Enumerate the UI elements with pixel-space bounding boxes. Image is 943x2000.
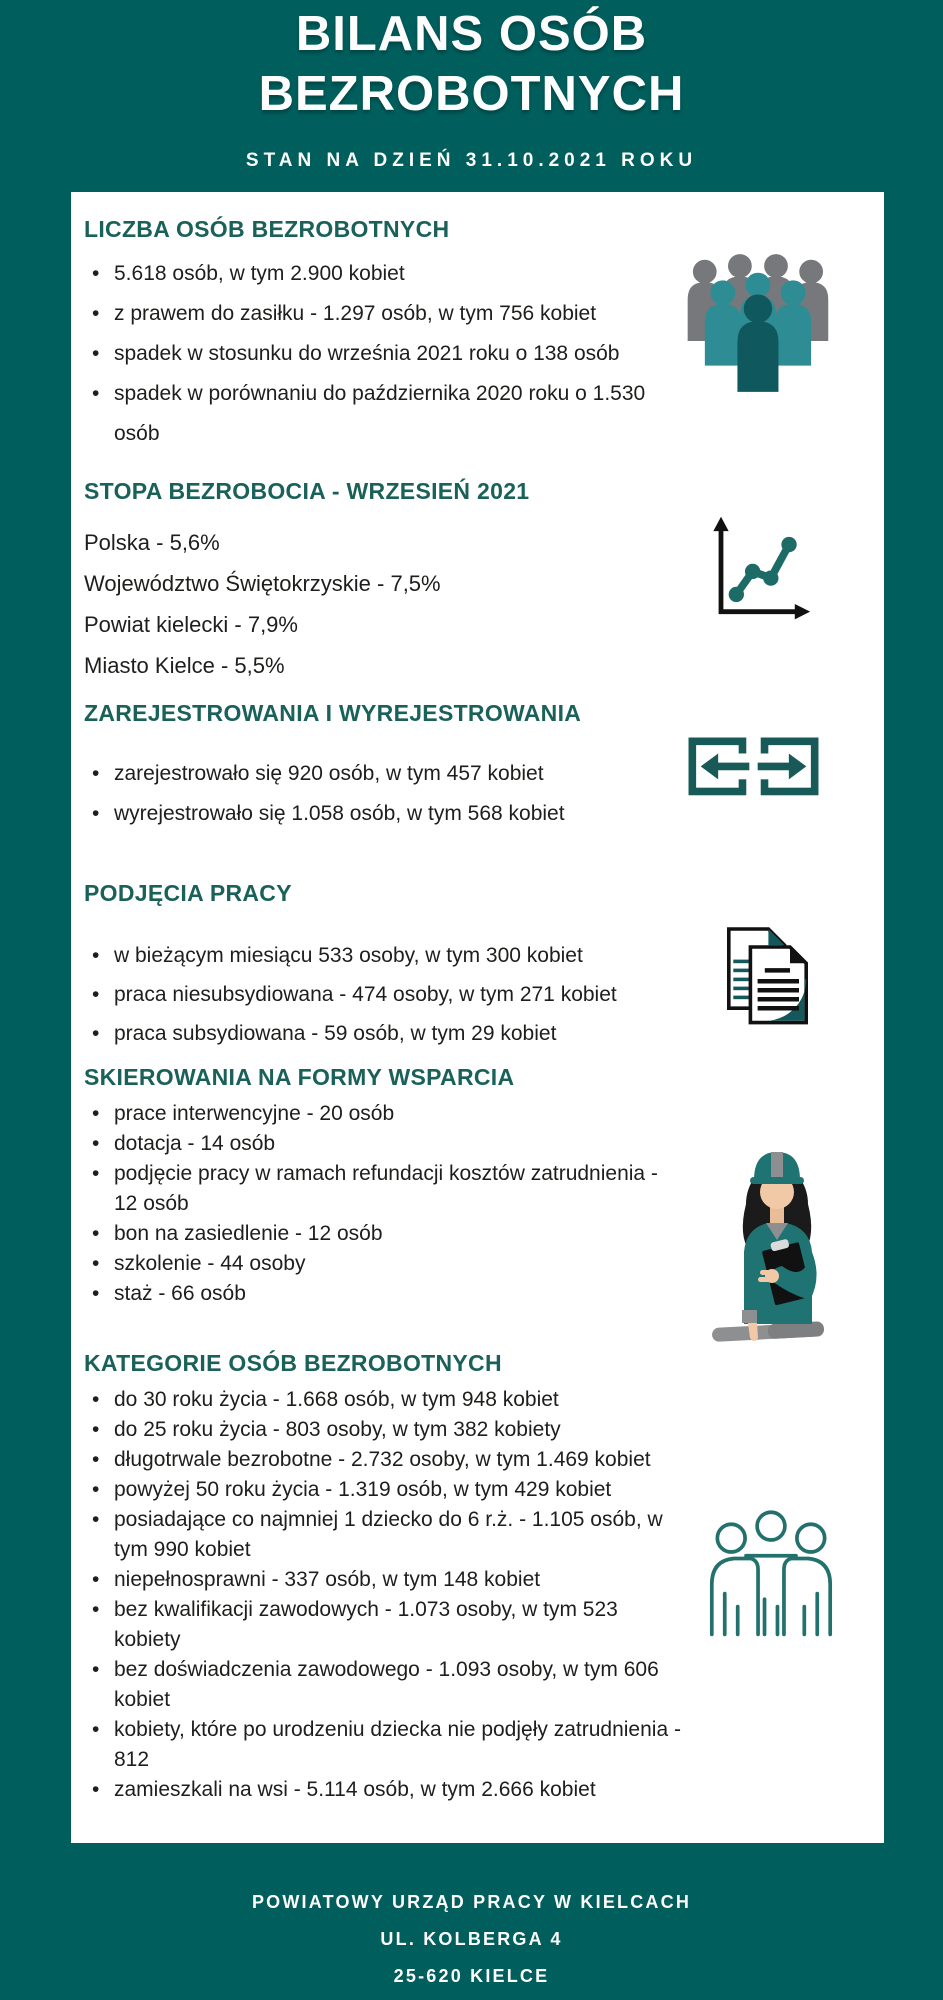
list-item: • bez kwalifikacji zawodowych - 1.073 osoby, w tym 523 kobiety — [84, 1595, 684, 1655]
in-out-arrows-icon — [687, 736, 820, 797]
section-list — [84, 1099, 684, 1309]
list-item: • powyżej 50 roku życia - 1.319 osób, w tym 429 kobiet — [84, 1475, 684, 1505]
list-item: • 5.618 osób, w tym 2.900 kobiet — [84, 254, 659, 294]
section-title: STOPA BEZROBOCIA - WRZESIEŃ 2021 — [84, 478, 530, 504]
section-list — [84, 936, 724, 1053]
footer-street: UL. KOLBERGA 4 — [380, 1929, 563, 1949]
list-item: • podjęcie pracy w ramach refundacji kosztów zatrudnienia - 12 osób — [84, 1159, 684, 1219]
section-zarejestrowania — [84, 698, 871, 834]
section-skierowania — [84, 1062, 871, 1309]
section-list — [84, 522, 704, 686]
section-title: PODJĘCIA PRACY — [84, 880, 292, 906]
list-item: • dotacja - 14 osób — [84, 1129, 684, 1159]
team-outline-icon — [697, 1503, 845, 1637]
section-stopa — [84, 476, 871, 686]
list-item: Powiat kielecki - 7,9% — [84, 612, 298, 637]
list-item: • spadek w stosunku do września 2021 roku o 138 osób — [84, 334, 659, 374]
footer-office-name: POWIATOWY URZĄD PRACY W KIELCACH — [251, 1892, 692, 1912]
line-chart-icon — [698, 512, 813, 627]
list-item: • wyrejestrowało się 1.058 osób, w tym 568 kobiet — [84, 794, 724, 834]
documents-icon — [718, 920, 817, 1028]
list-item: • zamieszkali na wsi - 5.114 osób, w tym 2.666 kobiet — [84, 1775, 684, 1805]
list-item: Miasto Kielce - 5,5% — [84, 653, 285, 678]
list-item: • do 30 roku życia - 1.668 osób, w tym 948 kobiet — [84, 1385, 684, 1415]
crowd-icon — [681, 246, 833, 393]
section-liczba — [84, 214, 871, 454]
list-item: • długotrwale bezrobotne - 2.732 osoby, w tym 1.469 kobiet — [84, 1445, 684, 1475]
list-item: • praca niesubsydiowana - 474 osoby, w tym 271 kobiet — [84, 975, 724, 1014]
section-title: KATEGORIE OSÓB BEZROBOTNYCH — [84, 1350, 502, 1376]
list-item: Województwo Świętokrzyskie - 7,5% — [84, 571, 441, 596]
section-list — [84, 1385, 684, 1805]
list-item: • praca subsydiowana - 59 osób, w tym 29 kobiet — [84, 1014, 724, 1053]
team-outline-icon — [697, 1503, 845, 1637]
list-item: • spadek w porównaniu do października 2020 roku o 1.530 osób — [84, 374, 659, 454]
in-out-arrows-icon — [687, 736, 820, 797]
list-item: Polska - 5,6% — [84, 530, 220, 555]
list-item: • do 25 roku życia - 803 osoby, w tym 382 kobiety — [84, 1415, 684, 1445]
list-item: • bez doświadczenia zawodowego - 1.093 osoby, w tym 606 kobiet — [84, 1655, 684, 1715]
list-item: • z prawem do zasiłku - 1.297 osób, w tym 756 kobiet — [84, 294, 659, 334]
documents-icon — [718, 920, 817, 1028]
section-podjecia — [84, 878, 871, 1053]
footer-city: 25-620 KIELCE — [393, 1966, 550, 1986]
list-item: • posiadające co najmniej 1 dziecko do 6 r.ż. - 1.105 osób, w tym 990 kobiet — [84, 1505, 684, 1565]
subtitle-date: STAN NA DZIEŃ 31.10.2021 ROKU — [245, 150, 698, 171]
list-item: • niepełnosprawni - 337 osób, w tym 148 kobiet — [84, 1565, 684, 1595]
list-item: • zarejestrowało się 920 osób, w tym 457 kobiet — [84, 754, 724, 794]
page-title-line2: BEZROBOTNYCH — [258, 67, 685, 121]
section-title: ZAREJESTROWANIA I WYREJESTROWANIA — [84, 700, 582, 726]
line-chart-icon — [698, 512, 813, 627]
list-item: • staż - 66 osób — [84, 1279, 684, 1309]
list-item: • szkolenie - 44 osoby — [84, 1249, 684, 1279]
worker-woman-icon — [710, 1128, 845, 1353]
list-item: • bon na zasiedlenie - 12 osób — [84, 1219, 684, 1249]
footer — [0, 1884, 943, 1995]
list-item: • w bieżącym miesiącu 533 osoby, w tym 300 kobiet — [84, 936, 724, 975]
page-title-line1: BILANS OSÓB — [295, 7, 648, 61]
worker-woman-icon — [710, 1128, 845, 1353]
list-item: • kobiety, które po urodzeniu dziecka nie podjęły zatrudnienia - 812 — [84, 1715, 684, 1775]
section-title: LICZBA OSÓB BEZROBOTNYCH — [84, 216, 450, 242]
section-title: SKIEROWANIA NA FORMY WSPARCIA — [84, 1064, 515, 1090]
list-item: • prace interwencyjne - 20 osób — [84, 1099, 684, 1129]
section-kategorie — [84, 1348, 871, 1805]
crowd-icon — [681, 246, 833, 393]
content-card — [71, 192, 884, 1843]
section-list — [84, 754, 724, 834]
section-list — [84, 254, 659, 454]
page-title — [0, 4, 943, 124]
